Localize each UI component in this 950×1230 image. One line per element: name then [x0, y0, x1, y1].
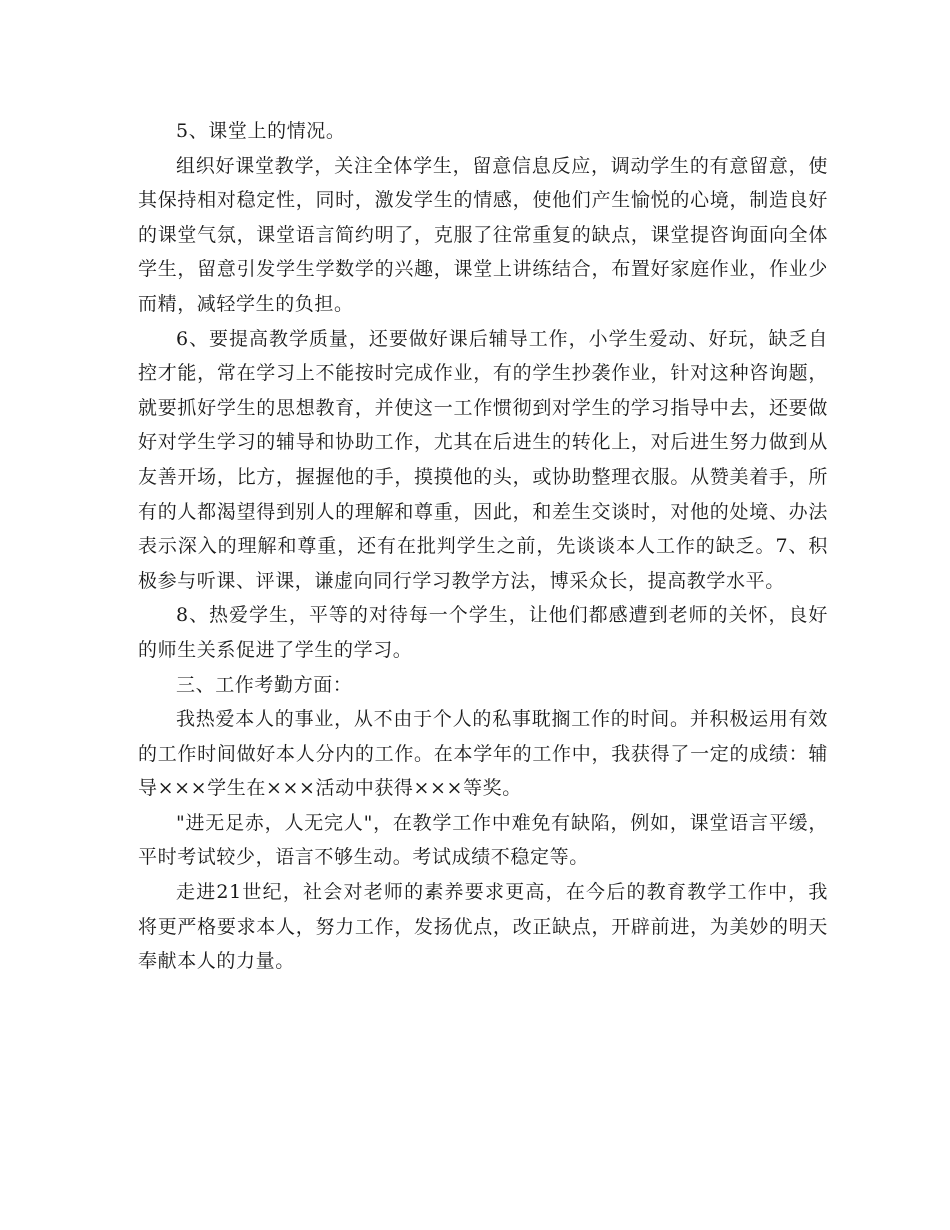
document-body: [138, 114, 828, 979]
paragraph-after-class-tutoring: 6、要提高教学质量，还要做好课后辅导工作，小学生爱动、好玩，缺乏自控才能，常在学习上不能按时完成作业，有的学生抄袭作业，针对这种咨询题，就要抓好学生的思想教育，并使这一工作惯彻到对学生的学习指导中去，还要做好对学生学习的辅导和协助工作，尤其在后进生的转化上，对后进生努力做到从友善开场，比方，握握他的手，摸摸他的头，或协助整理衣服。从赞美着手，所有的人都渴望得到别人的理解和尊重，因此，和差生交谈时，对他的处境、办法表示深入的理解和尊重，还有在批判学生之前，先谈谈本人工作的缺乏。7、积极参与听课、评课，谦虚向同行学习教学方法，博采众长，提高教学水平。: [138, 327, 828, 592]
section-heading-attendance: 三、工作考勤方面：: [176, 673, 353, 696]
paragraph-classroom-teaching: 组织好课堂教学，关注全体学生，留意信息反应，调动学生的有意留意，使其保持相对稳定性，同时，激发学生的情感，使他们产生愉悦的心境，制造良好的课堂气氛，课堂语言简约明了，克服了往常重复的缺点，课堂提咨询面向全体学生，留意引发学生学数学的兴趣，课堂上讲练结合，布置好家庭作业，作业少而精，减轻学生的负担。: [138, 154, 828, 315]
paragraph-classroom-heading: 5、课堂上的情况。: [176, 120, 346, 142]
paragraph-attendance: 我热爱本人的事业，从不由于个人的私事耽搁工作的时间。并积极运用有效的工作时间做好本人分内的工作。在本学年的工作中，我获得了一定的成绩：辅导×××学生在×××活动中获得×××等奖。: [138, 708, 828, 800]
paragraph-future: 走进21世纪，社会对老师的素养要求更高，在今后的教育教学工作中，我将更严格要求本人，努力工作，发扬优点，改正缺点，开辟前进，为美妙的明天奉献本人的力量。: [138, 881, 828, 973]
paragraph-shortcomings: "进无足赤，人无完人"，在教学工作中难免有缺陷，例如，课堂语言平缓，平时考试较少，语言不够生动。考试成绩不稳定等。: [138, 811, 828, 869]
paragraph-love-students: 8、热爱学生，平等的对待每一个学生，让他们都感遭到老师的关怀，良好的师生关系促进了学生的学习。: [138, 604, 828, 661]
